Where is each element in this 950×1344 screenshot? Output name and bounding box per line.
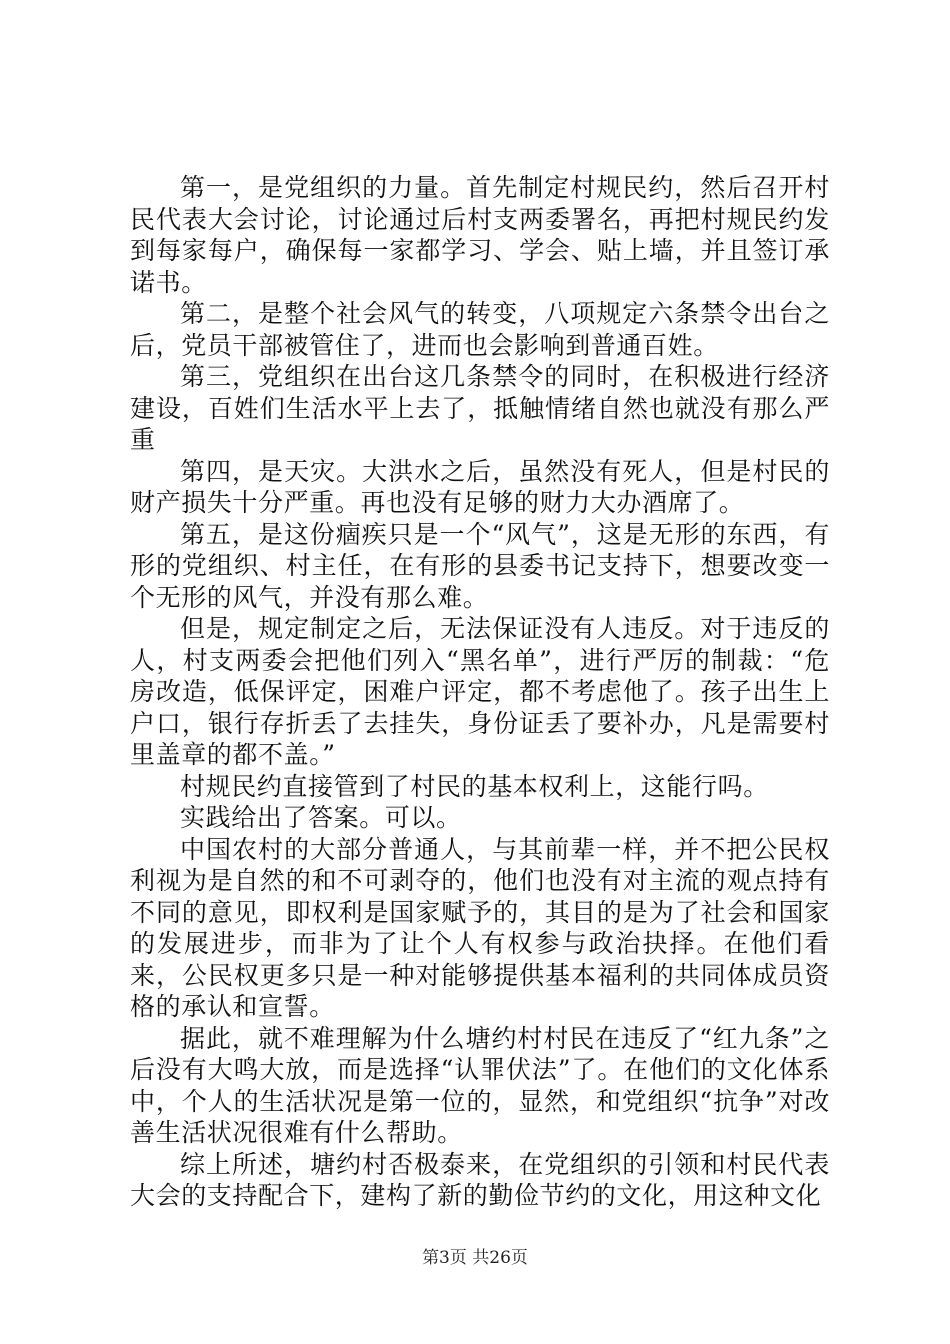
document-body [130, 172, 830, 1212]
paragraph: 第五，是这份痼疾只是一个“风气”，这是无形的东西，有形的党组织、村主任，在有形的县委书记支持下，想要改变一个无形的风气，并没有那么难。 [130, 519, 830, 612]
paragraph: 村规民约直接管到了村民的基本权利上，这能行吗。 [180, 771, 769, 801]
paragraph: 中国农村的大部分普通人，与其前辈一样，并不把公民权利视为是自然的和不可剥夺的，他们也没有对主流的观点持有不同的意见，即权利是国家赋予的，其目的是为了社会和国家的发展进步，而非为了让个人有权参与政治抉择。在他们看来，公民权更多只是一种对能够提供基本福利的共同体成员资格的承认和宣誓。 [130, 834, 830, 1021]
paragraph: 但是，规定制定之后，无法保证没有人违反。对于违反的人，村支两委会把他们列入“黑名单”，进行严厉的制裁：“危房改造，低保评定，困难户评定，都不考虑他了。孩子出生上户口，银行存折丢了去挂失，身份证丢了要补办，凡是需要村里盖章的都不盖。” [130, 614, 830, 769]
paragraph: 据此，就不难理解为什么塘约村村民在违反了“红九条”之后没有大鸣大放，而是选择“认罪伏法”了。在他们的文化体系中，个人的生活状况是第一位的，显然，和党组织“抗争”对改善生活状况很难有什么帮助。 [130, 1023, 830, 1147]
paragraph: 实践给出了答案。可以。 [180, 803, 462, 832]
paragraph: 第二，是整个社会风气的转变，八项规定六条禁令出台之后，党员干部被管住了，进而也会影响到普通百姓。 [130, 299, 830, 360]
page-number-footer: 第3页 共26页 [422, 1248, 528, 1268]
paragraph: 第四，是天灾。大洪水之后，虽然没有死人，但是村民的财产损失十分严重。再也没有足够的财力大办酒席了。 [130, 456, 830, 517]
paragraph: 第一，是党组织的力量。首先制定村规民约，然后召开村民代表大会讨论，讨论通过后村支两委署名，再把村规民约发到每家每户，确保每一家都学习、学会、贴上墙，并且签订承诺书。 [130, 173, 830, 297]
paragraph: 综上所述，塘约村否极泰来，在党组织的引领和村民代表大会的支持配合下，建构了新的勤俭节约的文化，用这种文化 [130, 1149, 830, 1210]
paragraph: 第三，党组织在出台这几条禁令的同时，在积极进行经济建设，百姓们生活水平上去了，抵触情绪自然也就没有那么严重 [130, 362, 830, 454]
